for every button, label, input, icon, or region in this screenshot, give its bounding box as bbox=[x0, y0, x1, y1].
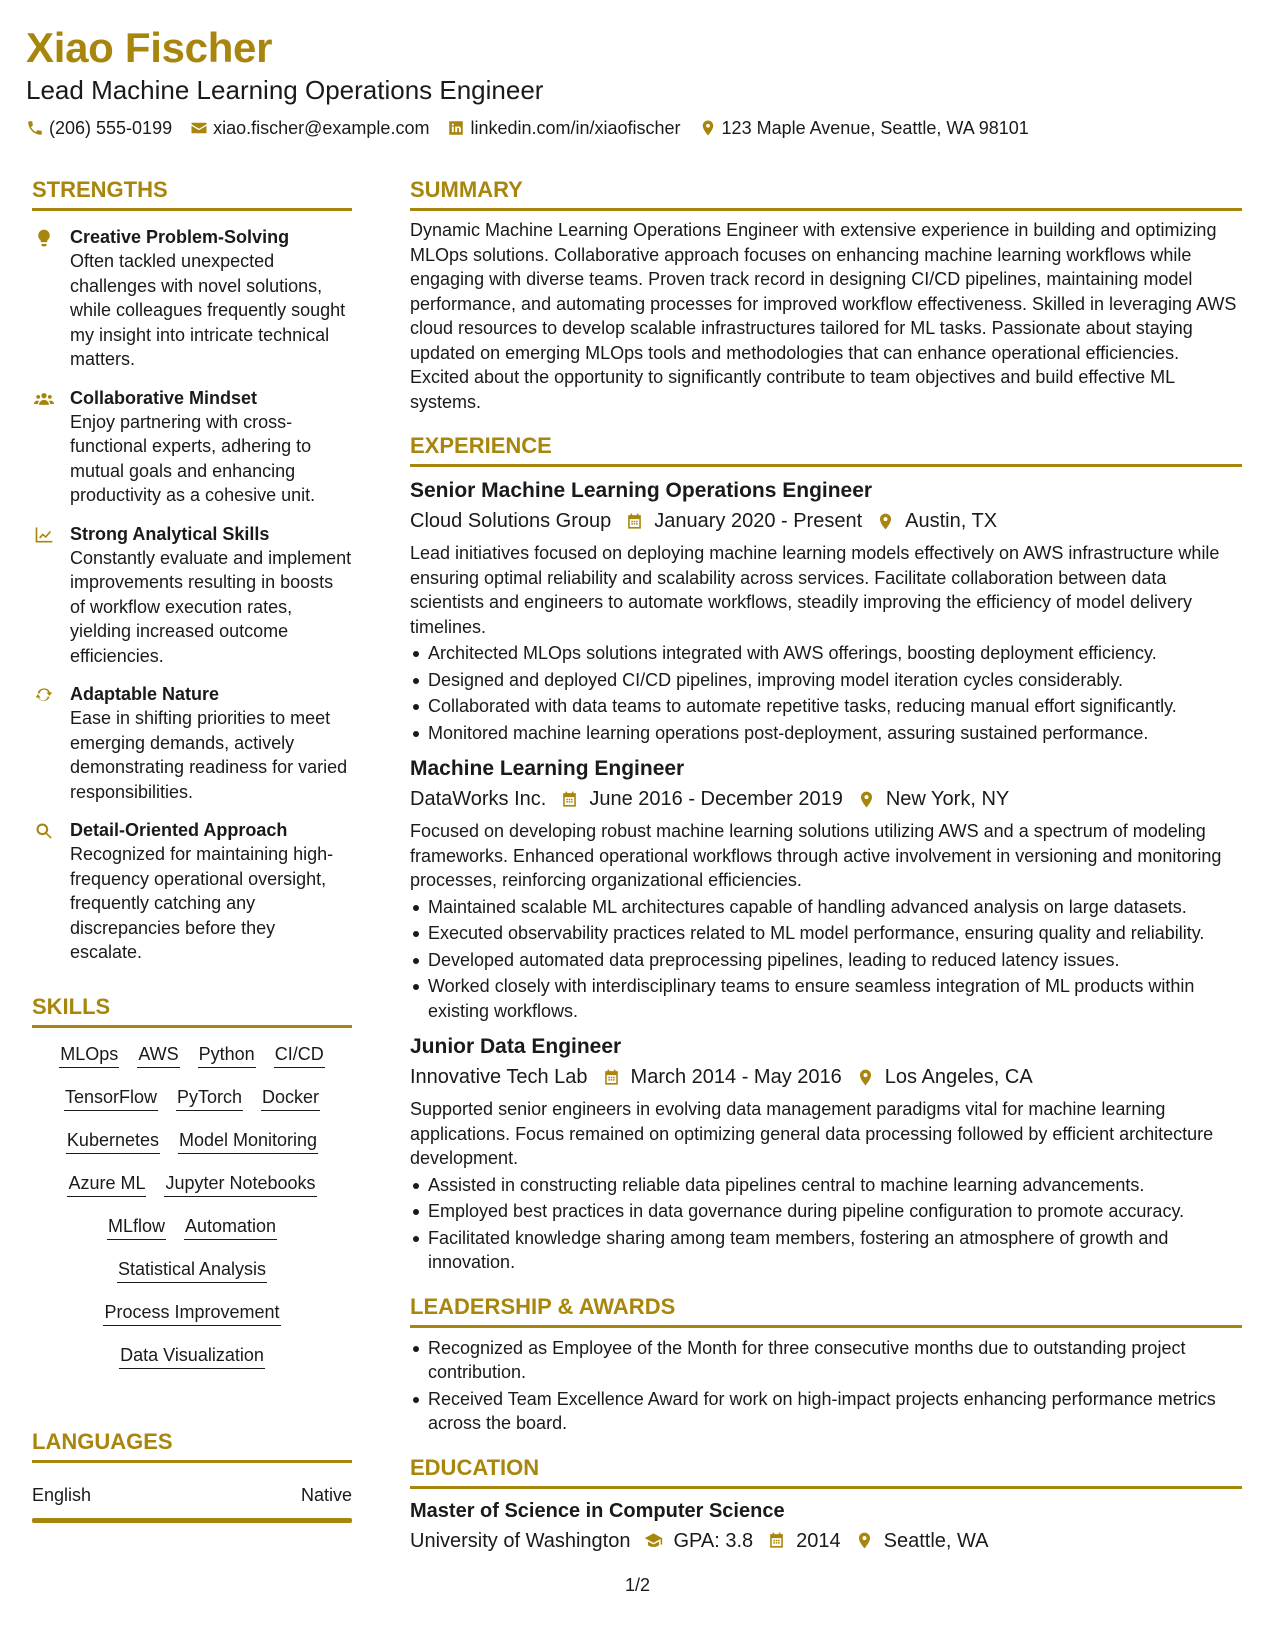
skill-row bbox=[32, 1042, 352, 1068]
skill-tag: Kubernetes bbox=[66, 1128, 160, 1154]
job-meta bbox=[410, 1062, 1242, 1092]
mail-icon bbox=[190, 119, 208, 137]
job-meta bbox=[410, 784, 1242, 814]
job-location: Austin, TX bbox=[905, 510, 998, 532]
language-level: Native bbox=[300, 1484, 352, 1505]
skills-list bbox=[32, 1042, 352, 1386]
degree-title: Master of Science in Computer Science bbox=[410, 1499, 785, 1522]
skill-row bbox=[32, 1300, 352, 1326]
languages-section bbox=[32, 1428, 352, 1523]
section-title: EXPERIENCE bbox=[410, 433, 552, 458]
job-bullet: Monitored machine learning operations post-deployment, assuring sustained performance. bbox=[410, 721, 1242, 746]
skill-row bbox=[32, 1128, 352, 1154]
skill-tag: Azure ML bbox=[67, 1171, 146, 1197]
job-bullet: Architected MLOps solutions integrated with AWS offerings, boosting deployment efficiency. bbox=[410, 641, 1242, 666]
strength-desc: Recognized for maintaining high-frequency operational oversight, frequently catching any discrepancies before they escalate. bbox=[70, 844, 334, 962]
job-entry bbox=[410, 755, 1242, 1023]
skill-tag: TensorFlow bbox=[64, 1085, 158, 1111]
search-icon bbox=[34, 821, 54, 841]
strength-desc: Enjoy partnering with cross-functional experts, adhering to mutual goals and enhancing productivity as a cohesive unit. bbox=[70, 411, 316, 505]
experience-section bbox=[410, 432, 1242, 1275]
strength-title: Creative Problem-Solving bbox=[70, 227, 290, 247]
summary-text: Dynamic Machine Learning Operations Engineer with extensive experience in building and optimizing MLOps solutions. Collaborative approach focuses on enhancing machine learning workflows while engaging with diverse teams. Proven track record in designing CI/CD pipelines, maintaining model performance, and automating processes for improved workflow effectiveness. Skilled in leveraging AWS cloud resources to develop scalable infrastructures tailored for ML tasks. Passionate about staying updated on emerging MLOps tools and methodologies that can enhance operational efficiencies. Excited about the opportunity to significantly contribute to team objectives and build effective ML systems. bbox=[410, 220, 1237, 412]
skill-tag: Docker bbox=[261, 1085, 320, 1111]
skills-section bbox=[32, 993, 352, 1386]
language-item bbox=[32, 1483, 352, 1507]
section-divider bbox=[410, 208, 1242, 211]
strength-desc: Constantly evaluate and implement improvements resulting in boosts of workflow execution rates, yielding increased outcome efficiencies. bbox=[70, 547, 352, 666]
skill-row bbox=[32, 1085, 352, 1111]
contact-email[interactable] bbox=[190, 116, 429, 140]
job-description: Supported senior engineers in evolving data management paradigms vital for machine learning applications. Focus remained on optimizing general data processing followed by efficient architecture development. bbox=[410, 1099, 1214, 1168]
skill-tag: Data Visualization bbox=[119, 1343, 265, 1369]
left-column bbox=[32, 176, 352, 1523]
section-title: STRENGTHS bbox=[32, 177, 168, 202]
section-divider bbox=[410, 464, 1242, 467]
contact-bar bbox=[26, 116, 1256, 140]
job-bullet: Employed best practices in data governance during pipeline configuration to promote accuracy. bbox=[410, 1199, 1242, 1224]
skill-row bbox=[32, 1214, 352, 1240]
strength-item bbox=[32, 225, 352, 372]
section-title: LEADERSHIP & AWARDS bbox=[410, 1293, 676, 1319]
strength-desc: Often tackled unexpected challenges with novel solutions, while colleagues frequently sought my insight into intricate technical matters. bbox=[70, 251, 346, 369]
company-name: Innovative Tech Lab bbox=[410, 1066, 588, 1088]
skill-tag: Model Monitoring bbox=[178, 1128, 318, 1154]
skill-tag: AWS bbox=[137, 1042, 179, 1068]
section-title: EDUCATION bbox=[410, 1454, 540, 1480]
section-divider bbox=[32, 208, 352, 211]
education-section bbox=[410, 1454, 1242, 1556]
job-description: Focused on developing robust machine learning solutions utilizing AWS and a spectrum of modeling frameworks. Enhanced operational workflows through active involvement in versioning and monitoring processes, reinforcing organizational efficiencies. bbox=[410, 821, 1222, 890]
job-description: Lead initiatives focused on deploying machine learning models effectively on AWS infrastructure while ensuring optimal reliability and scalability across services. Facilitate collaboration between data scientists and engineers to automate workflows, steadily improving the efficiency of model delivery timelines. bbox=[410, 543, 1220, 637]
jobs-list bbox=[410, 477, 1242, 1275]
job-entry bbox=[410, 1033, 1242, 1275]
leadership-list bbox=[410, 1336, 1242, 1436]
resume-header bbox=[26, 22, 1256, 140]
edu-year: 2014 bbox=[796, 1529, 841, 1552]
strength-title: Collaborative Mindset bbox=[70, 387, 258, 408]
phone-text: (206) 555-0199 bbox=[49, 118, 173, 138]
section-divider bbox=[410, 1325, 1242, 1328]
map-pin-icon bbox=[857, 790, 876, 809]
job-dates: March 2014 - May 2016 bbox=[630, 1066, 842, 1088]
job-bullets bbox=[410, 641, 1242, 745]
school-name: University of Washington bbox=[410, 1529, 631, 1552]
calendar-icon bbox=[560, 790, 579, 809]
calendar-icon bbox=[625, 512, 644, 531]
skill-row bbox=[32, 1171, 352, 1197]
strength-item bbox=[32, 818, 352, 965]
strength-title: Detail-Oriented Approach bbox=[70, 820, 288, 840]
job-bullet: Designed and deployed CI/CD pipelines, improving model iteration cycles considerably. bbox=[410, 668, 1242, 693]
lightbulb-icon bbox=[34, 228, 54, 248]
summary-section bbox=[410, 176, 1242, 414]
calendar-icon bbox=[767, 1531, 786, 1550]
calendar-icon bbox=[602, 1068, 621, 1087]
job-bullet: Collaborated with data teams to automate repetitive tasks, reducing manual effort significantly. bbox=[410, 694, 1242, 719]
page-number: 1/2 bbox=[624, 1575, 651, 1595]
leadership-section bbox=[410, 1293, 1242, 1436]
strength-title: Strong Analytical Skills bbox=[70, 523, 270, 544]
strength-item bbox=[32, 522, 352, 669]
education-meta bbox=[410, 1526, 1242, 1556]
users-icon bbox=[34, 389, 54, 409]
skill-tag: MLOps bbox=[59, 1042, 119, 1068]
language-level-bar bbox=[32, 1518, 352, 1523]
job-bullet: Developed automated data preprocessing pipelines, leading to reduced latency issues. bbox=[410, 948, 1242, 973]
strengths-section bbox=[32, 176, 352, 965]
email-text[interactable]: xiao.fischer@example.com bbox=[213, 118, 430, 138]
section-title: SUMMARY bbox=[410, 177, 523, 202]
graduation-cap-icon bbox=[644, 1531, 663, 1550]
section-title: LANGUAGES bbox=[32, 1428, 173, 1454]
section-title: SKILLS bbox=[32, 993, 111, 1019]
address-text: 123 Maple Avenue, Seattle, WA 98101 bbox=[721, 118, 1029, 138]
edu-location: Seattle, WA bbox=[883, 1529, 989, 1552]
job-title: Junior Data Engineer bbox=[410, 1035, 622, 1058]
job-title: Machine Learning Engineer bbox=[410, 757, 685, 780]
job-bullet: Assisted in constructing reliable data pipelines central to machine learning advancements. bbox=[410, 1173, 1242, 1198]
skill-tag: Automation bbox=[184, 1214, 277, 1240]
linkedin-text[interactable]: linkedin.com/in/xiaofischer bbox=[470, 118, 681, 138]
contact-phone bbox=[26, 116, 172, 140]
strength-desc: Ease in shifting priorities to meet emerging demands, actively demonstrating readiness for varied responsibilities. bbox=[70, 708, 348, 802]
contact-address bbox=[699, 116, 1029, 140]
skill-tag: Statistical Analysis bbox=[117, 1257, 267, 1283]
contact-linkedin[interactable] bbox=[447, 116, 680, 140]
map-pin-icon bbox=[876, 512, 895, 531]
sync-icon bbox=[34, 685, 54, 705]
candidate-name: Xiao Fischer bbox=[26, 24, 273, 71]
skill-row bbox=[32, 1257, 352, 1283]
job-bullet: Facilitated knowledge sharing among team members, fostering an atmosphere of growth and innovation. bbox=[410, 1226, 1242, 1275]
right-column bbox=[410, 176, 1242, 1556]
strength-item bbox=[32, 386, 352, 508]
job-meta bbox=[410, 506, 1242, 536]
job-bullet: Executed observability practices related to ML model performance, ensuring quality and reliability. bbox=[410, 921, 1242, 946]
job-location: New York, NY bbox=[885, 788, 1010, 810]
company-name: DataWorks Inc. bbox=[410, 788, 547, 810]
job-entry bbox=[410, 477, 1242, 745]
job-bullet: Worked closely with interdisciplinary teams to ensure seamless integration of ML products within existing workflows. bbox=[410, 974, 1242, 1023]
candidate-role: Lead Machine Learning Operations Engineer bbox=[26, 75, 544, 105]
phone-icon bbox=[26, 119, 44, 137]
job-location: Los Angeles, CA bbox=[884, 1066, 1033, 1088]
leadership-item: Recognized as Employee of the Month for three consecutive months due to outstanding project contribution. bbox=[410, 1336, 1242, 1385]
skill-tag: Process Improvement bbox=[103, 1300, 280, 1326]
gpa-text: GPA: 3.8 bbox=[673, 1529, 754, 1552]
skill-tag: CI/CD bbox=[274, 1042, 325, 1068]
leadership-item: Received Team Excellence Award for work on high-impact projects enhancing performance metrics across the board. bbox=[410, 1387, 1242, 1436]
strength-title: Adaptable Nature bbox=[70, 684, 220, 704]
skill-tag: MLflow bbox=[107, 1214, 166, 1240]
section-divider bbox=[32, 1025, 352, 1028]
chart-line-icon bbox=[34, 525, 54, 545]
section-divider bbox=[410, 1486, 1242, 1489]
section-divider bbox=[32, 1460, 352, 1463]
job-bullets bbox=[410, 1173, 1242, 1275]
map-pin-icon bbox=[855, 1531, 874, 1550]
skill-tag: Jupyter Notebooks bbox=[164, 1171, 316, 1197]
job-bullet: Maintained scalable ML architectures capable of handling advanced analysis on large datasets. bbox=[410, 895, 1242, 920]
company-name: Cloud Solutions Group bbox=[410, 510, 612, 532]
map-pin-icon bbox=[699, 119, 717, 137]
job-dates: June 2016 - December 2019 bbox=[589, 788, 843, 810]
map-pin-icon bbox=[856, 1068, 875, 1087]
job-bullets bbox=[410, 895, 1242, 1024]
linkedin-icon bbox=[447, 119, 465, 137]
strength-item bbox=[32, 682, 352, 804]
strengths-list bbox=[32, 225, 352, 965]
job-title: Senior Machine Learning Operations Engineer bbox=[410, 479, 873, 502]
skill-row bbox=[32, 1343, 352, 1369]
language-name: English bbox=[32, 1484, 92, 1505]
job-dates: January 2020 - Present bbox=[654, 510, 863, 532]
skill-tag: Python bbox=[198, 1042, 256, 1068]
skill-tag: PyTorch bbox=[176, 1085, 243, 1111]
